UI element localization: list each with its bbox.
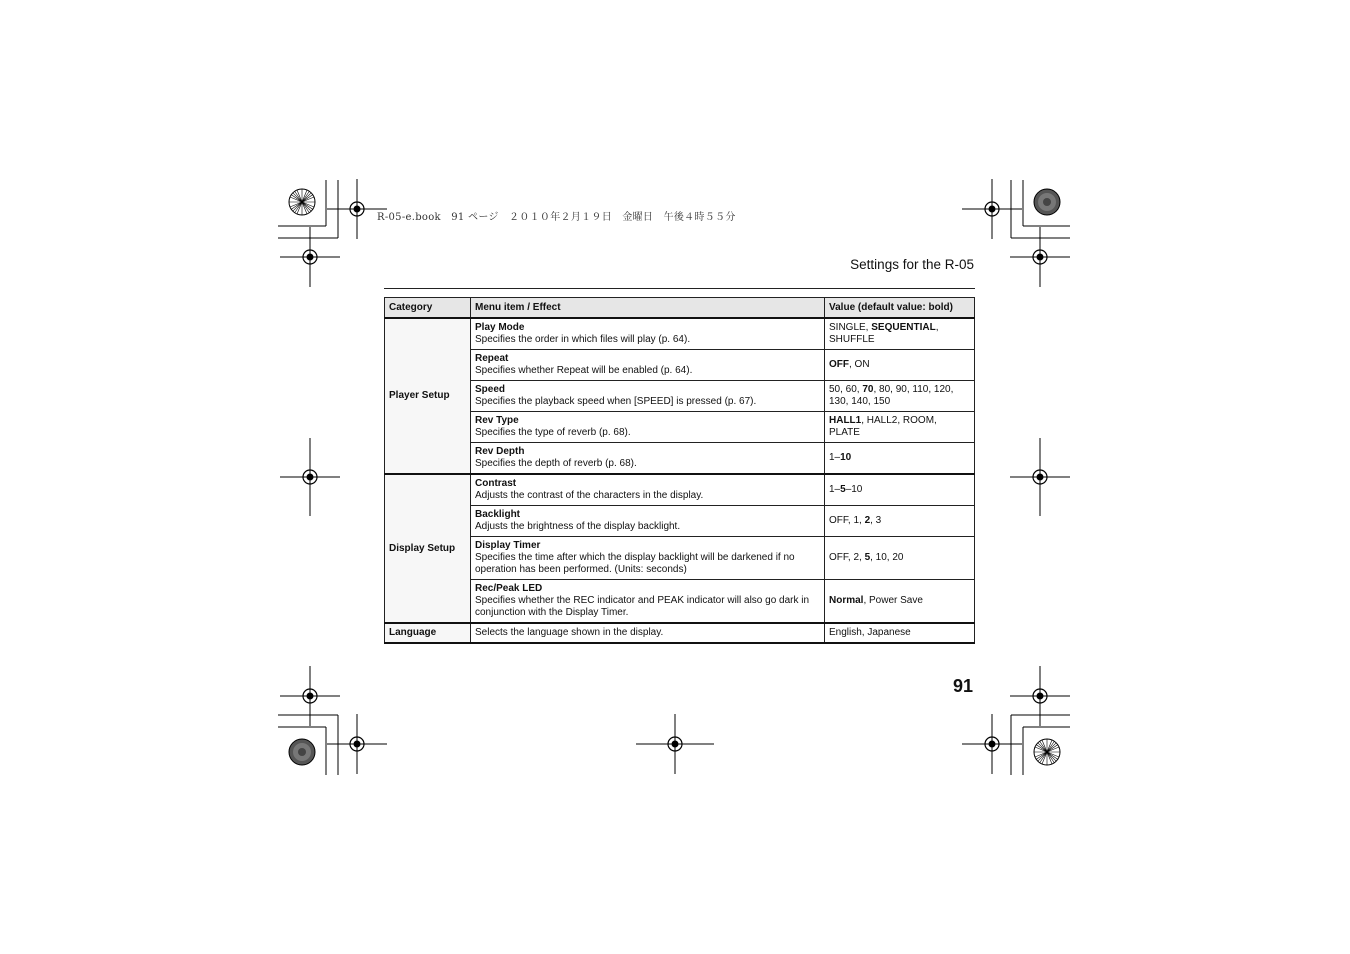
- value-text: –10: [845, 484, 863, 495]
- value-text: , SHUFFLE: [829, 322, 939, 345]
- value-text: 50, 60,: [829, 384, 863, 395]
- menu-item-cell: [471, 443, 825, 475]
- menu-item-description: Selects the language shown in the display.: [471, 623, 825, 643]
- default-value: SEQUENTIAL: [871, 322, 936, 333]
- header-rule: [384, 288, 975, 289]
- menu-item-name: Rev Type: [475, 415, 519, 426]
- menu-item-name: Display Timer: [475, 540, 541, 551]
- table-header-row: [385, 298, 975, 319]
- menu-item-name: Backlight: [475, 509, 521, 520]
- default-value: 5: [840, 484, 846, 495]
- table-row: [385, 506, 975, 537]
- menu-item-name: Rev Depth: [475, 446, 525, 457]
- value-text: OFF, 2,: [829, 552, 865, 563]
- menu-item-cell: [471, 318, 825, 350]
- column-header-menu-item: Menu item / Effect: [471, 298, 825, 319]
- value-text: 1–: [829, 484, 841, 495]
- category-language: Language: [385, 623, 471, 643]
- menu-item-name: Contrast: [475, 478, 517, 489]
- menu-item-description: Specifies the depth of reverb (p. 68).: [475, 458, 637, 469]
- table-row: [385, 443, 975, 475]
- menu-item-cell: [471, 412, 825, 443]
- table-row: [385, 537, 975, 580]
- value-cell: [825, 350, 975, 381]
- value-cell: [825, 412, 975, 443]
- value-cell: [825, 381, 975, 412]
- value-cell: [825, 443, 975, 475]
- value-text: , 3: [870, 515, 882, 526]
- menu-item-name: Rec/Peak LED: [475, 583, 543, 594]
- column-header-value: Value (default value: bold): [825, 298, 975, 319]
- table-row: [385, 318, 975, 350]
- value-cell: English, Japanese: [825, 623, 975, 643]
- table-row: [385, 350, 975, 381]
- category-display-setup: Display Setup: [385, 474, 471, 623]
- menu-item-name: Repeat: [475, 353, 509, 364]
- menu-item-description: Specifies the type of reverb (p. 68).: [475, 427, 631, 438]
- page-number: 91: [952, 676, 973, 696]
- value-cell: [825, 506, 975, 537]
- value-text: , ON: [849, 359, 870, 370]
- value-text: 1–: [829, 452, 841, 463]
- value-cell: [825, 580, 975, 624]
- menu-item-cell: [471, 537, 825, 580]
- value-text: , HALL2, ROOM, PLATE: [829, 415, 937, 438]
- value-text: , 80, 90, 110, 120, 130, 140, 150: [829, 384, 954, 407]
- value-text: OFF, 1,: [829, 515, 865, 526]
- value-cell: [825, 537, 975, 580]
- running-header: Settings for the R-05: [850, 257, 974, 272]
- default-value: 5: [864, 552, 871, 563]
- table-row: [385, 381, 975, 412]
- menu-item-cell: [471, 474, 825, 506]
- value-cell: [825, 318, 975, 350]
- default-value: 70: [862, 384, 874, 395]
- print-slug-line: R-05-e.book 91 ページ ２０１０年２月１９日 金曜日 午後４時５５分: [377, 212, 736, 223]
- menu-item-description: Specifies whether the REC indicator and PEAK indicator will also go dark in conjunction with the Display Timer.: [475, 595, 810, 618]
- menu-item-name: Play Mode: [475, 322, 525, 333]
- settings-table: [384, 297, 975, 644]
- table-row: [385, 474, 975, 506]
- table-row: [385, 623, 975, 643]
- value-cell: [825, 474, 975, 506]
- menu-item-description: Adjusts the contrast of the characters in the display.: [475, 490, 704, 501]
- menu-item-cell: [471, 350, 825, 381]
- table-row: [385, 580, 975, 624]
- value-text: , 10, 20: [870, 552, 904, 563]
- value-text: SINGLE,: [829, 322, 872, 333]
- value-text: , Power Save: [863, 595, 923, 606]
- menu-item-cell: [471, 580, 825, 624]
- menu-item-description: Specifies the order in which files will play (p. 64).: [475, 334, 691, 345]
- menu-item-cell: [471, 381, 825, 412]
- menu-item-description: Specifies the playback speed when [SPEED] is pressed (p. 67).: [475, 396, 757, 407]
- default-value: 10: [840, 452, 852, 463]
- menu-item-description: Specifies the time after which the display backlight will be darkened if no operation has been performed. (Units: seconds): [475, 552, 795, 575]
- default-value: HALL1: [829, 415, 862, 426]
- default-value: OFF: [829, 359, 849, 370]
- column-header-category: Category: [385, 298, 471, 319]
- menu-item-description: Specifies whether Repeat will be enabled (p. 64).: [475, 365, 693, 376]
- menu-item-cell: [471, 506, 825, 537]
- menu-item-name: Speed: [475, 384, 506, 395]
- category-player-setup: Player Setup: [385, 318, 471, 474]
- table-row: [385, 412, 975, 443]
- default-value: 2: [864, 515, 871, 526]
- default-value: Normal: [829, 595, 864, 606]
- menu-item-description: Adjusts the brightness of the display backlight.: [475, 521, 681, 532]
